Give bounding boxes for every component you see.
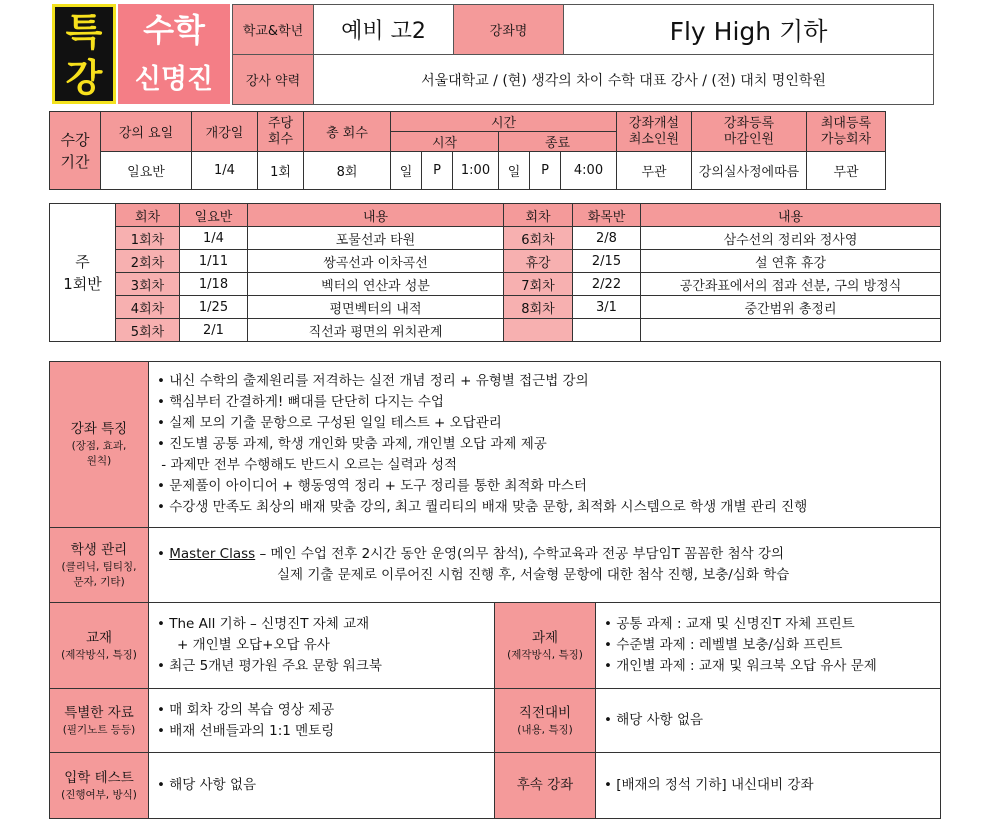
badge-char-2: 강 [65,56,103,100]
homework-line: • 개인별 과제 : 교재 및 워크북 오답 유사 문제 [604,658,877,674]
session-content: 평면벡터의 내적 [248,296,504,319]
management-row [50,528,941,603]
header-time-end: 종료 [499,132,617,152]
table-row [50,296,941,319]
followup-content: • [배재의 정석 기하] 내신대비 강좌 [596,753,941,819]
header-info-grid [232,4,934,105]
entrance-label: 입학 테스트 (진행여부, 방식) [50,753,149,819]
features-label: 강좌 특징 (장점, 효과, 원칙) [50,362,149,528]
session-num: 2회차 [116,250,180,273]
session-content: 쌍곡선과 이차곡선 [248,250,504,273]
session-content: 공간좌표에서의 점과 선분, 구의 방정식 [641,273,941,296]
schedule-header: 일요반 [180,204,248,227]
features-row [50,362,941,528]
bio-label: 강사 약력 [233,55,314,105]
value-start-ampm: P [422,152,453,190]
session-date: 2/1 [180,319,248,342]
textbook-line: • 최근 5개년 평가원 주요 문항 워크북 [157,658,382,674]
session-date: 2/8 [573,227,641,250]
value-weekly: 1회 [258,152,304,190]
schedule-header: 화목반 [573,204,641,227]
session-content: 직선과 평면의 위치관계 [248,319,504,342]
value-max-session: 무관 [807,152,886,190]
subject-teacher-block [118,4,230,104]
session-date: 1/25 [180,296,248,319]
badge-char-1: 특 [65,10,103,54]
schedule-header: 내용 [641,204,941,227]
session-date: 2/22 [573,273,641,296]
header-total: 총 회수 [304,112,391,152]
header-time-start: 시작 [391,132,499,152]
grade-value: 예비 고2 [314,5,454,55]
value-min-people: 무관 [617,152,692,190]
entrance-row [50,753,941,819]
feature-line: • 수강생 만족도 최상의 배재 맞춤 강의, 최고 퀄리티의 배재 맞춤 문항, 최적화 시스템으로 학생 개별 관리 진행 [157,499,808,515]
schedule-header: 회차 [116,204,180,227]
session-num: 7회차 [504,273,573,296]
session-content: 삼수선의 정리와 정사영 [641,227,941,250]
value-day: 일요반 [101,152,192,190]
textbook-content [149,603,495,689]
session-num: 3회차 [116,273,180,296]
session-content [641,319,941,342]
session-content: 설 연휴 휴강 [641,250,941,273]
special-lecture-badge [52,4,116,104]
special-line: • 배재 선배들과의 1:1 멘토링 [157,722,335,739]
value-start-date: 1/4 [192,152,258,190]
feature-line: • 핵심부터 간결하게! 뼈대를 단단히 다지는 수업 [157,394,444,410]
period-side-label: 수강 기간 [50,112,101,190]
special-row [50,689,941,753]
course-period-table [49,111,886,190]
feature-line: • 문제풀이 아이디어 + 행동영역 정리 + 도구 정리를 통한 최적화 마스터 [157,478,587,494]
table-row [50,227,941,250]
header-start-date: 개강일 [192,112,258,152]
homework-content [596,603,941,689]
textbook-label: 교재 (제작방식, 특징) [50,603,149,689]
value-total: 8회 [304,152,391,190]
header-max-session: 최대등록 가능회차 [807,112,886,152]
session-num: 휴강 [504,250,573,273]
value-end-day: 일 [499,152,530,190]
management-line-1: • Master Class – 메인 수업 전후 2시간 동안 운영(의무 참석), 수학교육과 전공 부담임T 꼼꼼한 첨삭 강의 [157,546,785,562]
schedule-header: 회차 [504,204,573,227]
header-day: 강의 요일 [101,112,192,152]
header-deadline: 강좌등록 마감인원 [692,112,807,152]
grade-label: 학교&학년 [233,5,314,55]
master-class-link: Master Class [169,546,256,562]
management-label: 학생 관리 (클리닉, 팀티칭, 문자, 기타) [50,528,149,603]
value-end-ampm: P [530,152,561,190]
session-content: 중간범위 총정리 [641,296,941,319]
header-weekly: 주당 회수 [258,112,304,152]
session-num [504,319,573,342]
table-row [50,319,941,342]
entrance-content: • 해당 사항 없음 [149,753,495,819]
session-date: 3/1 [573,296,641,319]
session-num: 8회차 [504,296,573,319]
session-date: 1/4 [180,227,248,250]
value-deadline: 강의실사정에따름 [692,152,807,190]
special-label: 특별한 자료 (필기노트 등등) [50,689,149,753]
feature-line: • 실제 모의 기출 문항으로 구성된 일일 테스트 + 오답관리 [157,415,502,431]
session-content: 포물선과 타원 [248,227,504,250]
schedule-header: 내용 [248,204,504,227]
feature-line: • 내신 수학의 출제원리를 저격하는 실전 개념 정리 + 유형별 접근법 강의 [157,373,589,389]
session-date [573,319,641,342]
session-date: 1/11 [180,250,248,273]
course-label: 강좌명 [454,5,564,55]
feature-line: • 진도별 공통 과제, 학생 개인화 맞춤 과제, 개인별 오답 과제 제공 [157,436,547,452]
session-content: 벡터의 연산과 성분 [248,273,504,296]
weekly-schedule-table [49,203,941,342]
course-value: Fly High 기하 [564,5,934,55]
session-date: 1/18 [180,273,248,296]
value-end-time: 4:00 [561,152,617,190]
header [0,0,992,106]
teacher-name: 신명진 [134,64,214,95]
management-line-2: 실제 기출 문제로 이루어진 시험 진행 후, 서술형 문항에 대한 첨삭 진행, 보충/심화 학습 [277,567,790,583]
session-num: 5회차 [116,319,180,342]
table-row [50,250,941,273]
textbook-line: + 개인별 오답+오답 유사 [177,637,330,653]
session-num: 6회차 [504,227,573,250]
subject-title: 수학 [143,11,205,49]
feature-line: - 과제만 전부 수행해도 반드시 오르는 실력과 성적 [157,457,458,473]
session-date: 2/15 [573,250,641,273]
management-content [149,528,941,603]
features-content [149,362,941,528]
schedule-side-label: 주 1회반 [50,204,116,342]
homework-label: 과제 (제작방식, 특징) [495,603,596,689]
session-num: 1회차 [116,227,180,250]
value-start-day: 일 [391,152,422,190]
textbook-line: • The All 기하 – 신명진T 자체 교재 [157,616,370,632]
followup-label: 후속 강좌 [495,753,596,819]
session-num: 4회차 [116,296,180,319]
bio-value: 서울대학교 / (현) 생각의 차이 수학 대표 강사 / (전) 대치 명인학원 [314,55,934,105]
table-row [50,273,941,296]
header-min-people: 강좌개설 최소인원 [617,112,692,152]
course-info-table [49,361,941,819]
pre-exam-content: • 해당 사항 없음 [596,689,941,753]
homework-line: • 수준별 과제 : 레벨별 보충/심화 프린트 [604,637,843,653]
materials-row [50,603,941,689]
pre-exam-label: 직전대비 (내용, 특징) [495,689,596,753]
special-line: • 매 회차 강의 복습 영상 제공 [157,701,335,718]
value-start-time: 1:00 [453,152,499,190]
header-time: 시간 [391,112,617,132]
special-content [149,689,495,753]
homework-line: • 공통 과제 : 교재 및 신명진T 자체 프린트 [604,616,855,632]
